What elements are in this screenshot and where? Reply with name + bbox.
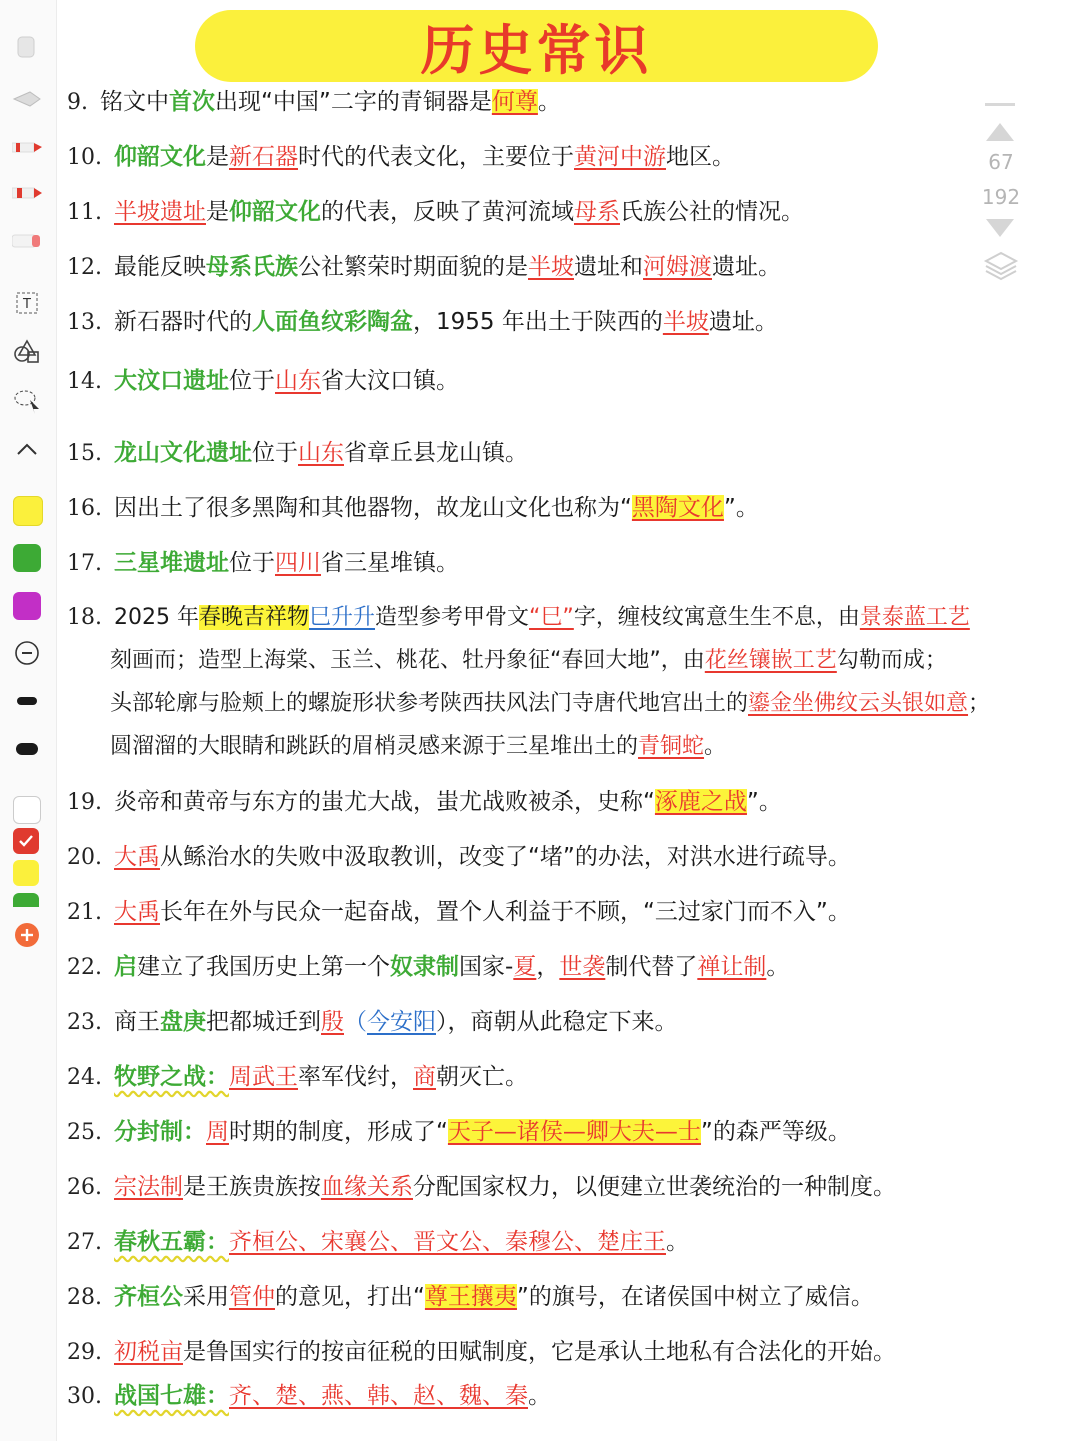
drag-handle[interactable] (985, 103, 1015, 106)
lasso-select-icon[interactable] (12, 386, 42, 416)
color-swatch-green[interactable] (13, 544, 41, 572)
list-item: 18. 2025 年春晚吉祥物巳升升造型参考甲骨文“巳”字，缠枝纹寓意生生不息，由景泰蓝工艺 (67, 605, 970, 630)
list-item: 27. 春秋五霸：齐桓公、宋襄公、晋文公、秦穆公、楚庄王。 (67, 1229, 689, 1255)
list-item: 23. 商王盘庚把都城迁到殷（今安阳），商朝从此稳定下来。 (67, 1009, 678, 1035)
list-item: 10. 仰韶文化是新石器时代的代表文化，主要位于黄河中游地区。 (67, 144, 735, 170)
current-page: 67 (988, 150, 1014, 174)
list-item-continuation: 刻画而；造型上海棠、玉兰、桃花、牡丹象征“春回大地”，由花丝镶嵌工艺勾勒而成； (110, 648, 947, 673)
list-item: 24. 牧野之战：周武王率军伐纣，商朝灭亡。 (67, 1064, 528, 1090)
left-toolbar (0, 0, 57, 1441)
list-item: 21. 大禹长年在外与民众一起奋战，置个人利益于不顾，“三过家门而不入”。 (67, 899, 851, 925)
shapes-icon[interactable] (12, 336, 42, 366)
color-swatch-white[interactable] (13, 796, 41, 824)
color-swatch-yellow-2[interactable] (13, 860, 39, 886)
list-item: 9. 铭文中首次出现“中国”二字的青铜器是何尊。 (67, 89, 561, 115)
list-item: 20. 大禹从鲧治水的失败中汲取教训，改变了“堵”的办法，对洪水进行疏导。 (67, 844, 851, 870)
list-item: 13. 新石器时代的人面鱼纹彩陶盆，1955 年出土于陕西的半坡遗址。 (67, 309, 778, 335)
list-item-continuation: 头部轮廓与脸颊上的螺旋形状参考陕西扶风法门寺唐代地宫出土的鎏金坐佛纹云头银如意； (110, 691, 991, 716)
list-item: 29. 初税亩是鲁国实行的按亩征税的田赋制度，它是承认土地私有合法化的开始。 (67, 1339, 896, 1365)
list-item: 11. 半坡遗址是仰韶文化的代表，反映了黄河流域母系氏族公社的情况。 (67, 199, 804, 225)
color-swatch-green-2[interactable] (13, 893, 39, 907)
list-item: 30. 战国七雄：齐、楚、燕、韩、赵、魏、秦。 (67, 1383, 551, 1409)
text-tool-icon[interactable] (12, 288, 42, 318)
list-item: 25. 分封制：周时期的制度，形成了“天子—诸侯—卿大夫—士”的森严等级。 (67, 1119, 851, 1145)
add-color-icon[interactable] (12, 920, 42, 950)
page-title: 历史常识 (420, 17, 653, 82)
pen-icon[interactable] (12, 84, 42, 114)
title-banner (195, 10, 878, 82)
eraser-icon[interactable] (12, 32, 42, 62)
svg-text:T: T (23, 297, 31, 312)
list-item: 12. 最能反映母系氏族公社繁荣时期面貌的是半坡遗址和河姆渡遗址。 (67, 254, 781, 280)
layers-icon[interactable] (983, 250, 1019, 282)
list-item: 22. 启建立了我国历史上第一个奴隶制国家-夏，世袭制代替了禅让制。 (67, 954, 790, 980)
list-item: 19. 炎帝和黄帝与东方的蚩尤大战，蚩尤战败被杀，史称“涿鹿之战”。 (67, 789, 782, 815)
red-pen-icon[interactable] (12, 132, 42, 162)
list-item: 26. 宗法制是王族贵族按血缘关系分配国家权力，以便建立世袭统治的一种制度。 (67, 1174, 896, 1200)
minus-circle-icon[interactable] (12, 638, 42, 668)
stroke-thin-icon[interactable] (12, 686, 42, 716)
list-item-continuation: 圆溜溜的大眼睛和跳跃的眉梢灵感来源于三星堆出土的青铜蛇。 (110, 734, 727, 759)
color-swatch-red-selected[interactable] (13, 828, 39, 854)
page-navigator (978, 95, 1024, 295)
stroke-thick-icon[interactable] (12, 734, 42, 764)
page-up-icon[interactable] (984, 121, 1016, 143)
marker-icon[interactable] (12, 178, 42, 208)
chevron-up-icon[interactable] (12, 434, 42, 464)
list-item: 16. 因出土了很多黑陶和其他器物，故龙山文化也称为“黑陶文化”。 (67, 495, 759, 521)
highlighter-icon[interactable] (12, 226, 42, 256)
list-item: 15. 龙山文化遗址位于山东省章丘县龙山镇。 (67, 440, 528, 466)
color-swatch-purple[interactable] (13, 592, 41, 620)
list-item: 28. 齐桓公采用管仲的意见，打出“尊王攘夷”的旗号，在诸侯国中树立了威信。 (67, 1284, 874, 1310)
check-icon (18, 834, 34, 848)
list-item: 17. 三星堆遗址位于四川省三星堆镇。 (67, 550, 459, 576)
total-pages: 192 (981, 185, 1021, 209)
list-item: 14. 大汶口遗址位于山东省大汶口镇。 (67, 368, 459, 394)
page-down-icon[interactable] (984, 217, 1016, 239)
color-swatch-yellow[interactable] (13, 496, 43, 526)
